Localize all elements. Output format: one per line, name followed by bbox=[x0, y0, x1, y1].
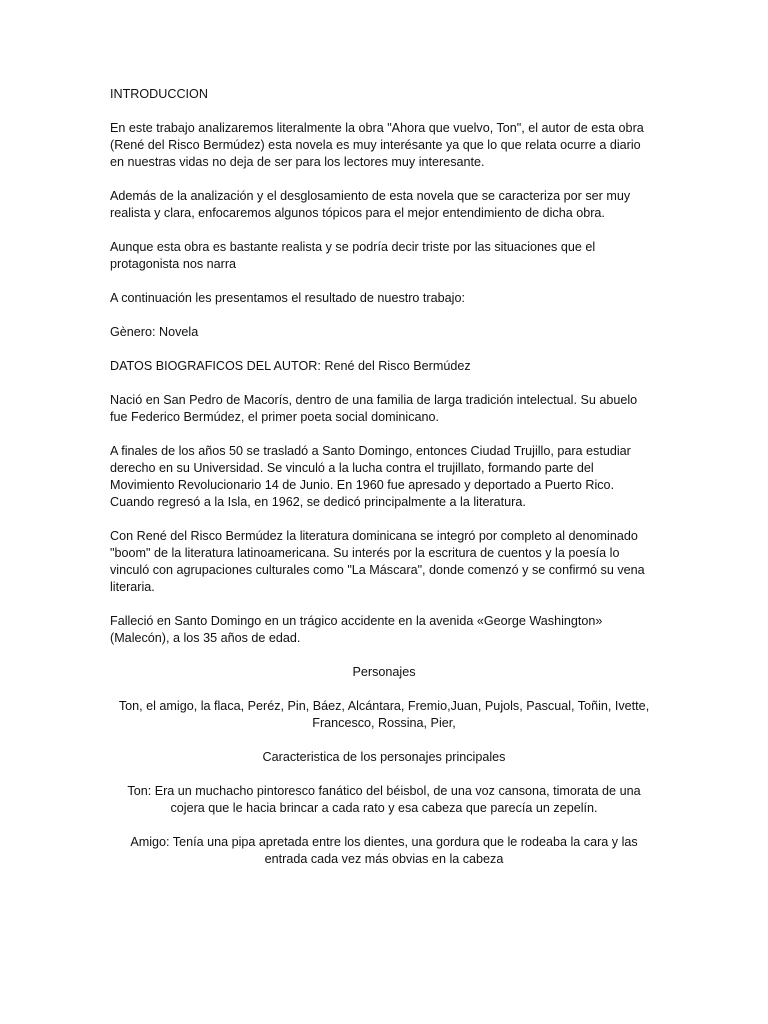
bio-paragraph-2: A finales de los años 50 se trasladó a Santo Domingo, entonces Ciudad Trujillo, para estudiar derecho en su Universidad. Se vinculó a la lucha contra el trujillato, formando parte del Movimiento Revolucionario 14 de Junio. En 1960 fue apresado y deportado a Puerto Rico. Cuando regresó a la Isla, en 1962, se dedicó principalmente a la literatura. bbox=[110, 444, 631, 509]
trait-ton: Ton: Era un muchacho pintoresco fanático del béisbol, de una voz cansona, timorata de una cojera que le hacia brincar a cada rato y esa cabeza que parecía un zepelín. bbox=[127, 784, 641, 815]
bio-heading: DATOS BIOGRAFICOS DEL AUTOR: René del Risco Bermúdez bbox=[110, 359, 471, 373]
bio-paragraph-4: Falleció en Santo Domingo en un trágico accidente en la avenida «George Washington» (Malecón), a los 35 años de edad. bbox=[110, 614, 603, 645]
bio-paragraph-3: Con René del Risco Bermúdez la literatura dominicana se integró por completo al denominado "boom" de la literatura latinoamericana. Su interés por la escritura de cuentos y la poesía lo vinculó con agrupaciones culturales como "La Máscara", donde comenzó y se confirmó su vena literaria. bbox=[110, 529, 645, 594]
trait-amigo: Amigo: Tenía una pipa apretada entre los dientes, una gordura que le rodeaba la cara y las entrada cada vez más obvias en la cabeza bbox=[130, 835, 638, 866]
intro-paragraph-3: Aunque esta obra es bastante realista y se podría decir triste por las situaciones que el protagonista nos narra bbox=[110, 240, 596, 271]
intro-paragraph-2: Además de la analización y el desglosamiento de esta novela que se caracteriza por ser muy realista y clara, enfocaremos algunos tópicos para el mejor entendimiento de dicha obra. bbox=[110, 189, 631, 220]
intro-paragraph-4: A continuación les presentamos el resultado de nuestro trabajo: bbox=[110, 291, 465, 305]
characters-list: Ton, el amigo, la flaca, Peréz, Pin, Báez, Alcántara, Fremio,Juan, Pujols, Pascual, Toñin, Ivette, Francesco, Rossina, Pier, bbox=[118, 699, 650, 730]
genre-line: Gènero: Novela bbox=[110, 325, 199, 339]
characters-heading: Personajes bbox=[352, 665, 416, 679]
bio-paragraph-1: Nació en San Pedro de Macorís, dentro de una familia de larga tradición intelectual. Su abuelo fue Federico Bermúdez, el primer poeta social dominicano. bbox=[110, 393, 638, 424]
traits-heading: Caracteristica de los personajes principales bbox=[262, 750, 506, 764]
document-body bbox=[110, 86, 658, 885]
intro-heading: INTRODUCCION bbox=[110, 87, 208, 101]
intro-paragraph-1: En este trabajo analizaremos literalmente la obra "Ahora que vuelvo, Ton", el autor de esta obra (René del Risco Bermúdez) esta novela es muy interésante ya que lo que relata ocurre a diario en nuestras vidas no deja de ser para los lectores muy interesante. bbox=[110, 121, 644, 169]
